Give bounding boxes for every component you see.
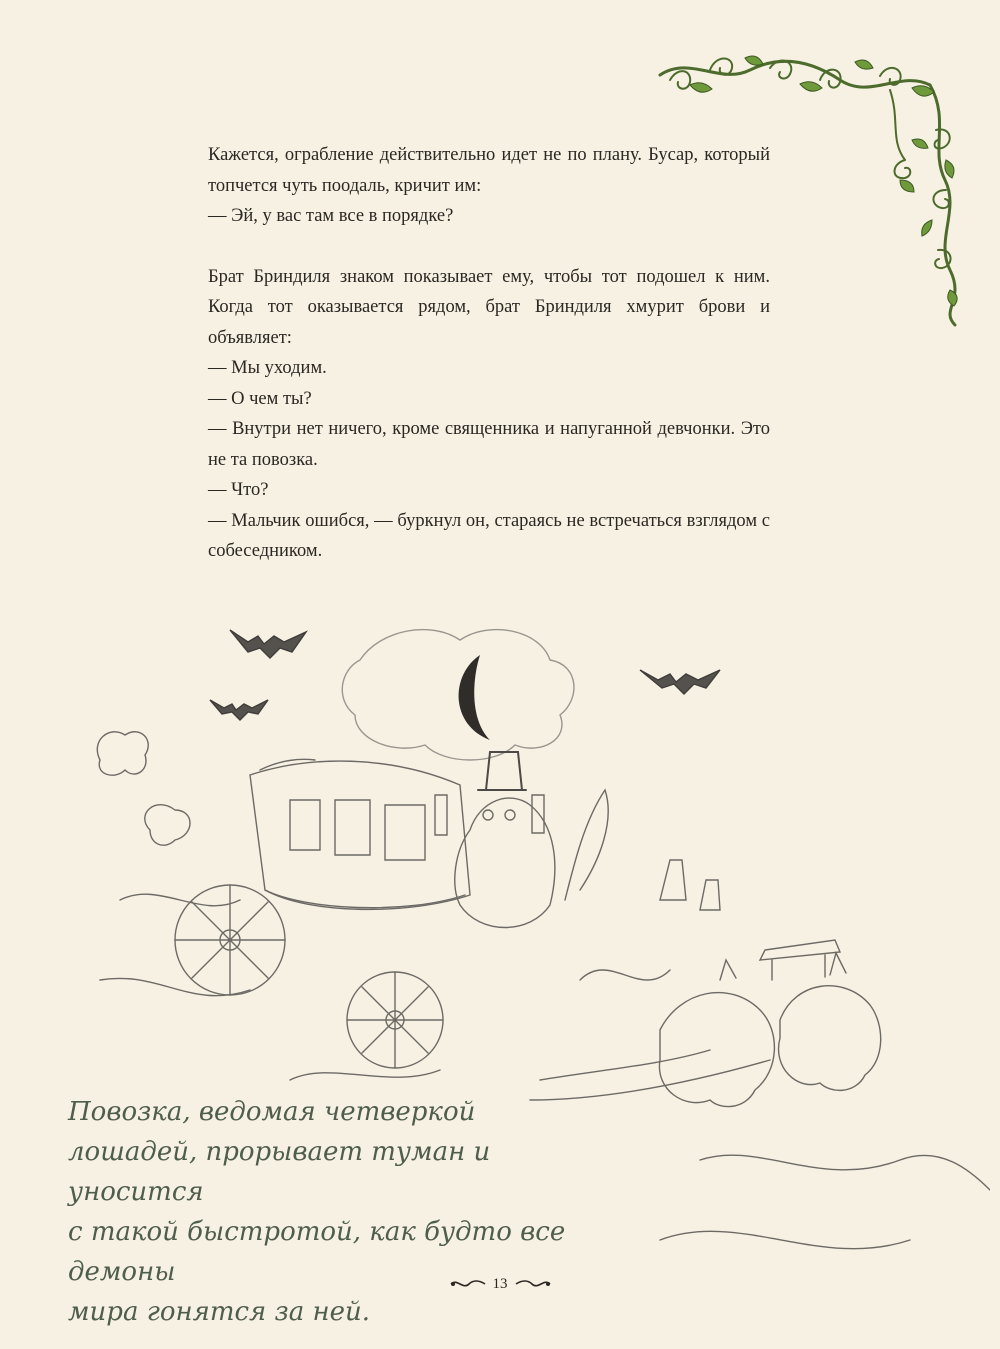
dialogue-line: — Внутри нет ничего, кроме священника и напуганной девчонки. Это не та повозка. [208, 419, 770, 470]
bat-icon [640, 670, 720, 694]
bat-icon [230, 630, 306, 658]
paragraph-line: Брат Бриндиля знаком показывает ему, чтобы тот подошел к ним. Когда тот оказывается рядом, брат Бриндиля хмурит брови и объявляет: [208, 266, 770, 348]
caption-line: мира гонятся за ней. [68, 1297, 371, 1327]
crescent-moon [459, 655, 490, 740]
standing-stone [700, 880, 720, 910]
page-folio [440, 1272, 560, 1296]
standing-stone [660, 860, 686, 900]
paragraph-gap [208, 232, 770, 262]
body-text [208, 140, 770, 567]
dolmen [760, 940, 840, 980]
right-flourish-icon [514, 1277, 552, 1291]
ghost-figure [145, 805, 190, 846]
bat-icon [210, 700, 268, 720]
left-flourish-icon [449, 1277, 487, 1291]
caption-line: лошадей, прорывает туман и уносится [68, 1137, 491, 1207]
coachman [455, 798, 555, 927]
dialogue-line: — Что? [208, 480, 269, 500]
horse [659, 993, 774, 1107]
dialogue-line: — Мы уходим. [208, 358, 327, 378]
ghost-figure [97, 732, 148, 775]
paragraph-line: Кажется, ограбление действительно идет не по плану. Бусар, который топчется чуть поодаль, кричит им: [208, 145, 770, 196]
illustration-caption [68, 1092, 588, 1332]
horse [779, 986, 881, 1091]
dialogue-line: — Мальчик ошибся, — буркнул он, стараясь не встречаться взглядом с собеседником. [208, 510, 770, 561]
moon-cloud [342, 630, 574, 760]
dialogue-line: — О чем ты? [208, 388, 312, 409]
dialogue-line: — Эй, у вас там все в порядке? [208, 206, 454, 226]
caption-line: Повозка, ведомая четверкой [68, 1097, 476, 1127]
caption-line: с такой быстротой, как будто все демоны [68, 1217, 566, 1287]
page-number: 13 [492, 1275, 508, 1292]
